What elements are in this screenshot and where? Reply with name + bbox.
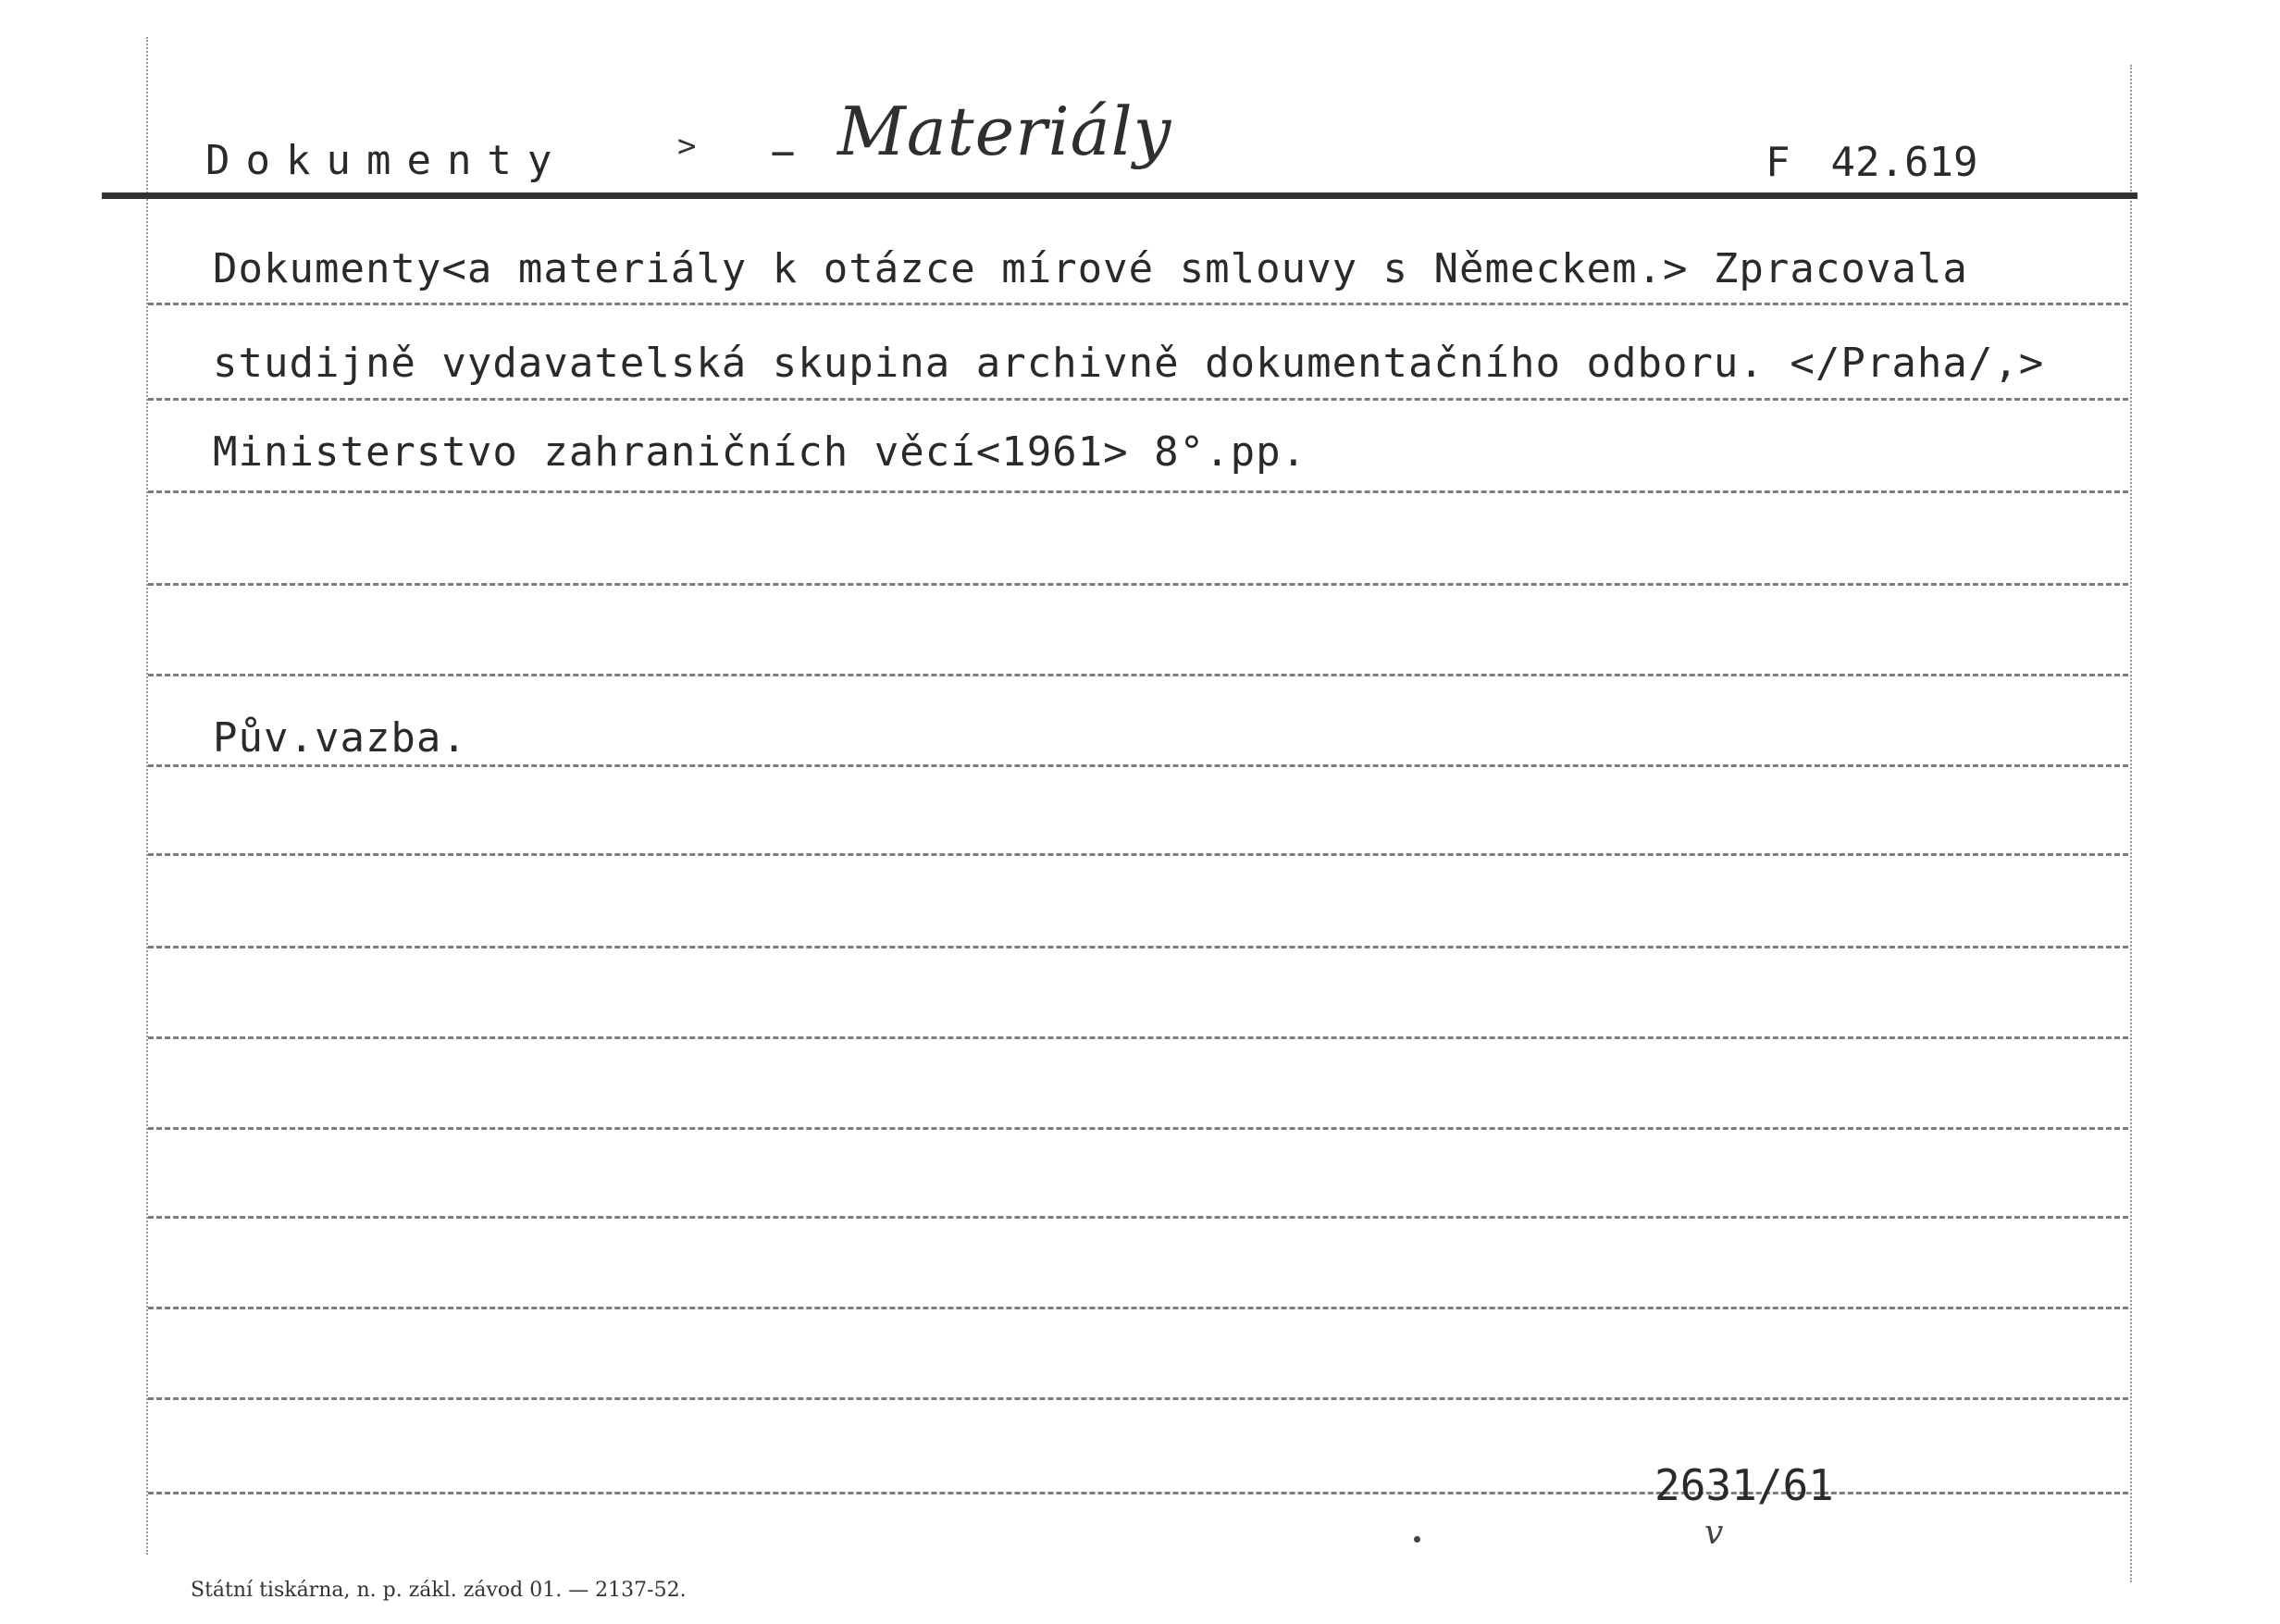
handwritten-dash: – — [770, 120, 796, 180]
ruled-line — [148, 1216, 2128, 1219]
binding-note: Pův.vazba. — [213, 714, 467, 762]
entry-line: Dokumenty<a materiály k otázce mírové smlouvy s Německem.> Zpracovala — [213, 245, 1968, 292]
check-mark: v — [1704, 1514, 1724, 1552]
ink-speck — [1414, 1536, 1420, 1543]
handwritten-heading: Materiály — [837, 93, 1172, 170]
ruled-line — [148, 303, 2128, 305]
ruled-line — [148, 853, 2128, 856]
heading-bracket-mark: > — [677, 128, 697, 165]
ruled-line — [148, 1127, 2128, 1130]
ruled-line — [148, 1397, 2128, 1400]
ruled-line — [148, 583, 2128, 586]
ruled-line — [148, 1307, 2128, 1309]
card-left-margin-line — [146, 37, 148, 1555]
card-right-margin-line — [2130, 65, 2132, 1582]
shelf-mark-prefix: F — [1766, 139, 1791, 186]
ruled-line — [148, 764, 2128, 767]
ruled-line — [148, 398, 2128, 401]
printer-imprint: Státní tiskárna, n. p. zákl. závod 01. — 2137-52. — [191, 1579, 687, 1602]
header-rule — [102, 192, 2138, 199]
card-heading: Dokumenty — [205, 137, 568, 184]
accession-number: 2631/61 — [1654, 1460, 1834, 1510]
ruled-line — [148, 674, 2128, 676]
ruled-line — [148, 1036, 2128, 1039]
entry-line: studijně vydavatelská skupina archivně dokumentačního odboru. </Praha/,> — [213, 340, 2045, 387]
ruled-line — [148, 946, 2128, 948]
shelf-mark — [1766, 139, 1977, 186]
entry-line: Ministerstvo zahraničních věcí<1961> 8°.pp. — [213, 428, 1307, 476]
shelf-mark-number: 42.619 — [1830, 139, 1978, 186]
ruled-line — [148, 490, 2128, 493]
